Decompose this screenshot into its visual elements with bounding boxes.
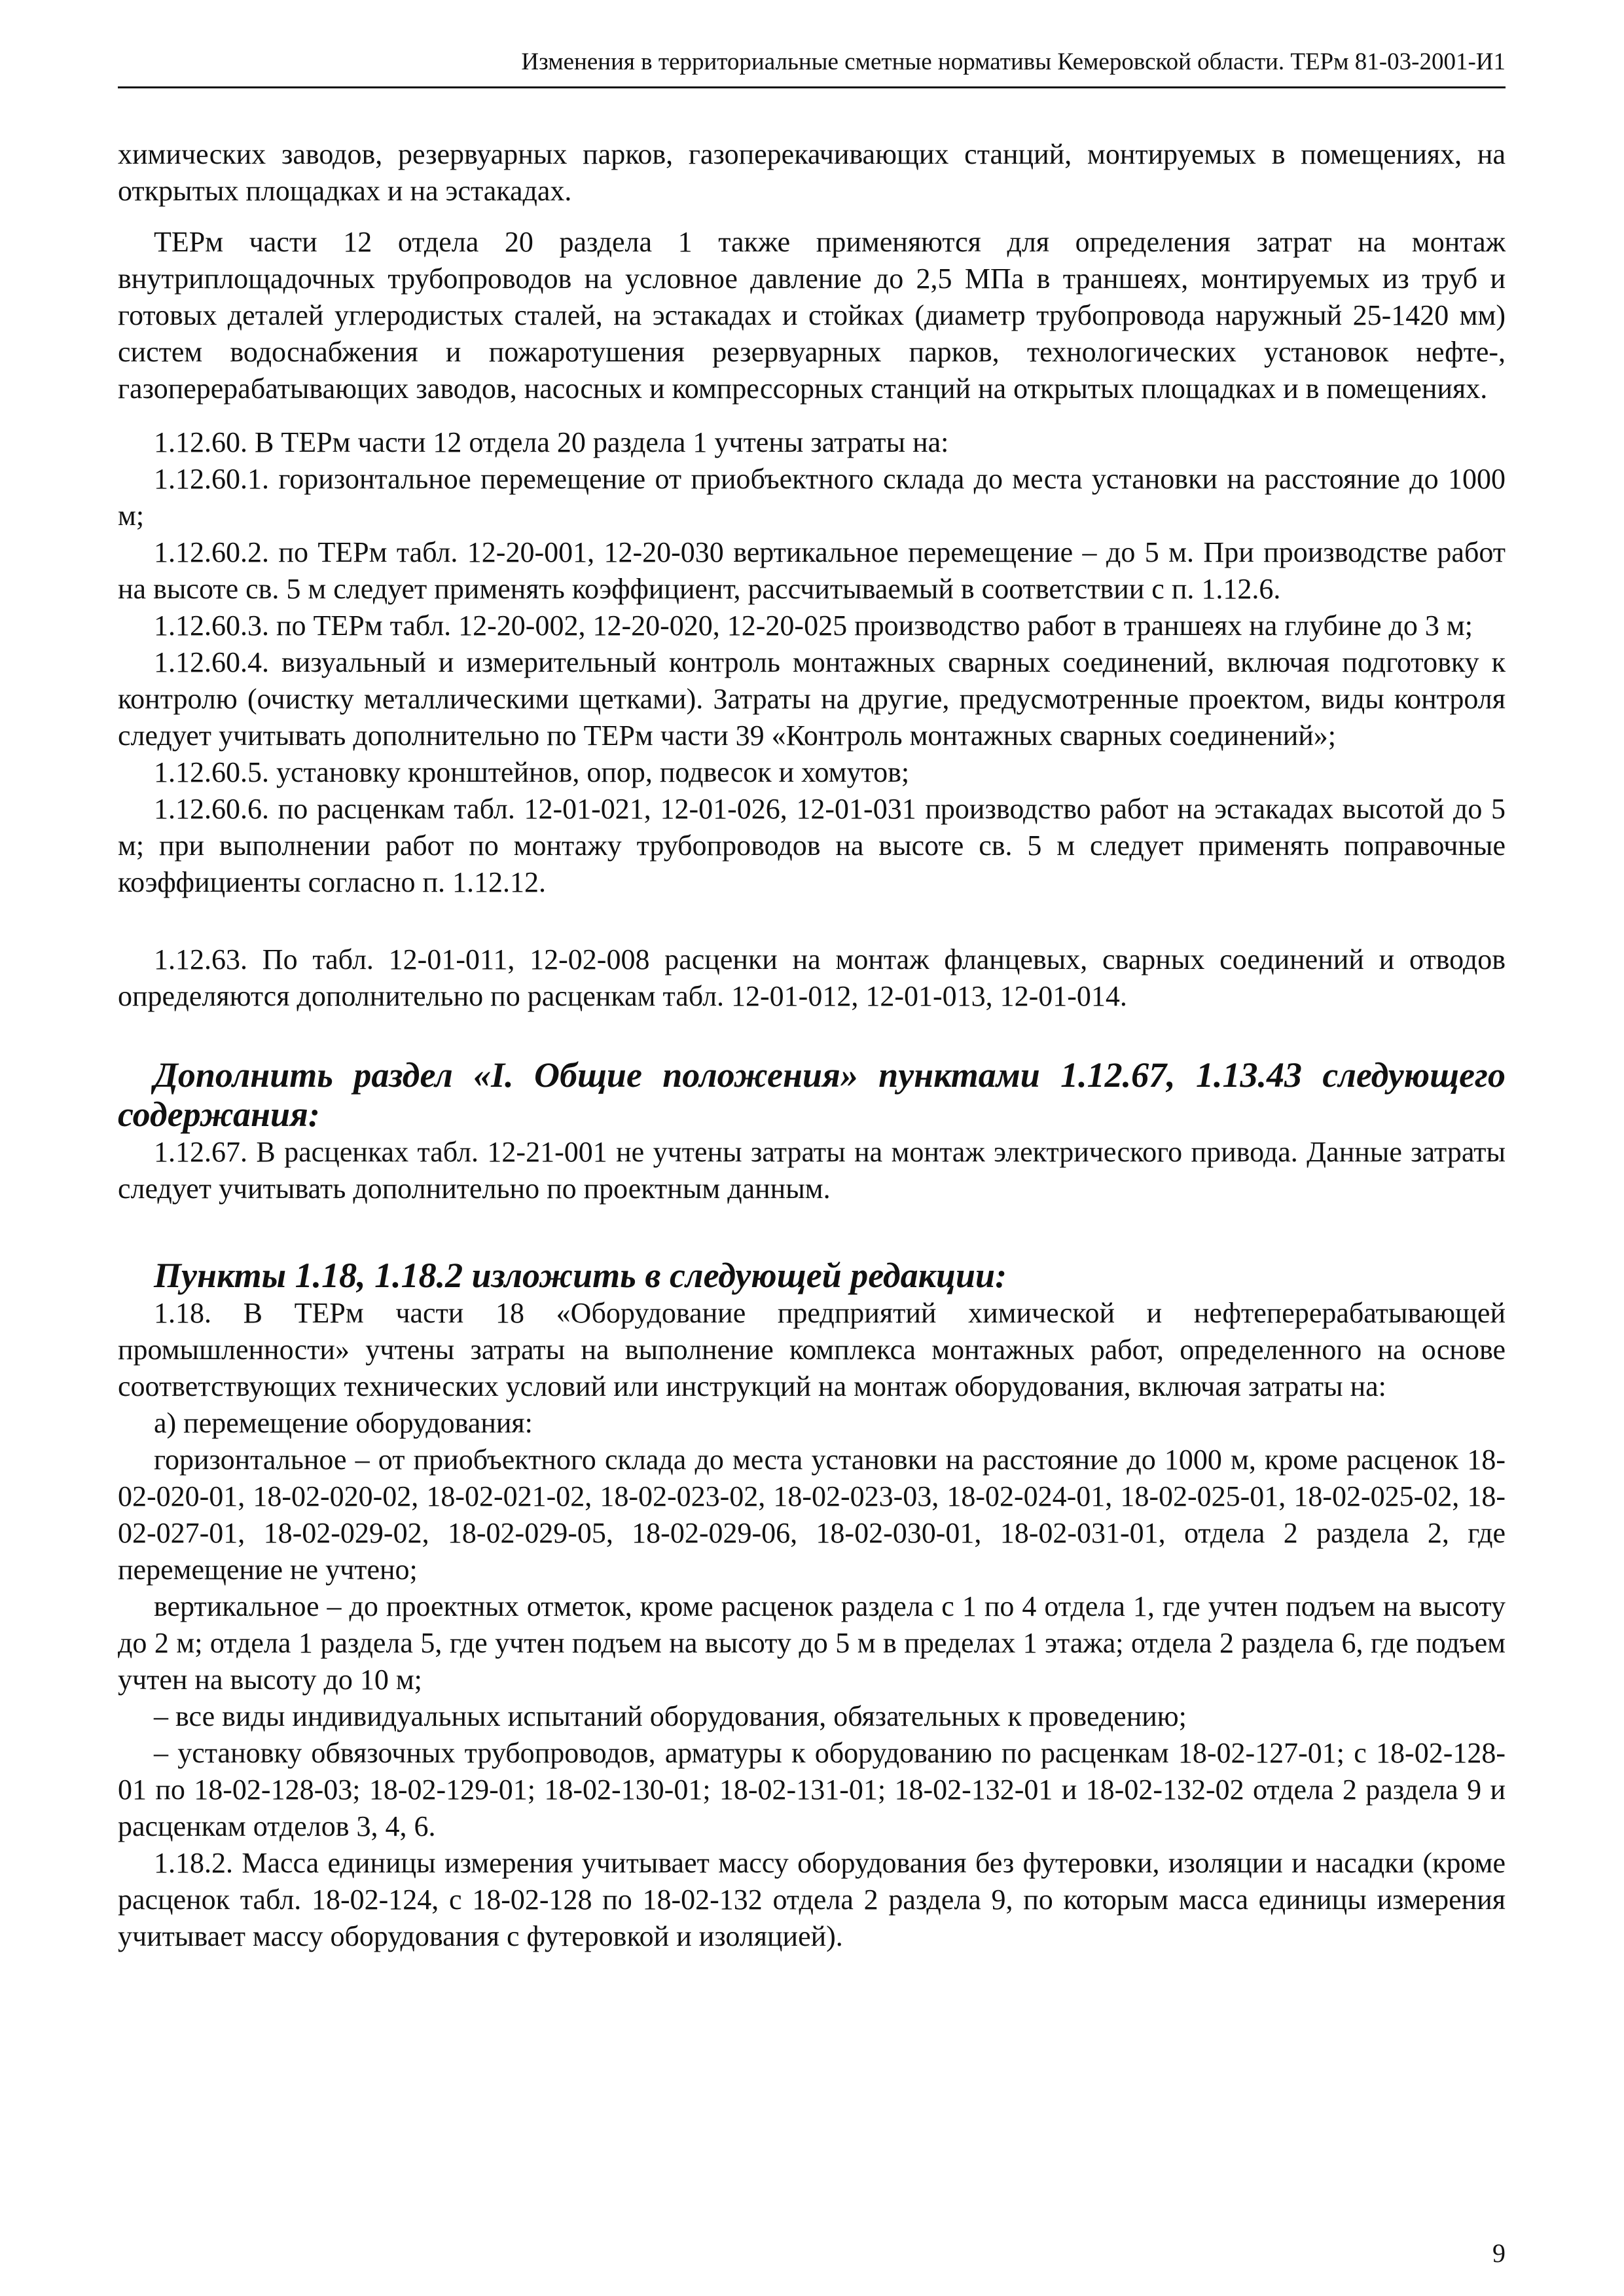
clause-1-18-2: 1.18.2. Масса единицы измерения учитывает массу оборудования без футеровки, изоляции и насадки (кроме расценок табл. 18-02-124, с 18-02-128 по 18-02-132 отдела 2 раздела 9, по которым масса единицы измерения учитывает массу оборудования с футеровкой и изоляцией). <box>118 1847 1506 1952</box>
clause-1-12-60-3: 1.12.60.3. по ТЕРм табл. 12-20-002, 12-20-020, 12-20-025 производство работ в траншеях на глубине до 3 м; <box>154 610 1473 642</box>
clause-1-12-63: 1.12.63. По табл. 12-01-011, 12-02-008 расценки на монтаж фланцевых, сварных соединений и отводов определяются дополнительно по расценкам табл. 12-01-012, 12-01-013, 12-01-014. <box>118 943 1506 1012</box>
running-header: Изменения в территориальные сметные нормативы Кемеровской области. ТЕРм 81-03-2001-И1 <box>521 48 1506 75</box>
clause-vertical-transfer: вертикальное – до проектных отметок, кроме расценок раздела с 1 по 4 отдела 1, где учтен подъем на высоту до 2 м; отдела 1 раздела 5, где учтен подъем на высоту до 5 м в пределах 1 этажа; отдела 2 раздела 6, где подъем учтен на высоту до 10 м; <box>118 1590 1506 1696</box>
page-number: 9 <box>1492 2238 1506 2268</box>
clause-1-12-60-6: 1.12.60.6. по расценкам табл. 12-01-021, 12-01-026, 12-01-031 производство работ на эстакадах высотой до 5 м; при выполнении работ по монтажу трубопроводов на высоте св. 5 м следует применять поправочные коэффициенты согласно п. 1.12.12. <box>118 793 1506 898</box>
paragraph-term-part-12: ТЕРм части 12 отдела 20 раздела 1 также применяются для определения затрат на монтаж внутриплощадочных трубопроводов на условное давление до 2,5 МПа в траншеях, монтируемых из труб и готовых деталей углеродистых сталей, на эстакадах и стойках (диаметр трубопровода наружный 25-1420 мм) систем водоснабжения и пожаротушения резервуарных парков, технологических установок нефте-, газоперерабатывающих заводов, насосных и компрессорных станций на открытых площадках и в помещениях. <box>118 226 1506 405</box>
clause-1-12-60-5: 1.12.60.5. установку кронштейнов, опор, подвесок и хомутов; <box>154 756 910 788</box>
clause-horizontal-transfer: горизонтальное – от приобъектного склада до места установки на расстояние до 1000 м, кроме расценок 18-02-020-01, 18-02-020-02, 18-02-021-02, 18-02-023-02, 18-02-023-03, 18-02-024-01, 18-02-025-01, 18-02-025-02, 18-02-027-01, 18-02-029-02, 18-02-029-05, 18-02-029-06, 18-02-030-01, 18-02-031-01, отдела 2 раздела 2, где перемещение не учтено; <box>118 1444 1506 1586</box>
header-divider <box>118 86 1506 88</box>
section-heading-amend-1: Дополнить раздел «I. Общие положения» пунктами 1.12.67, 1.13.43 следующего содержания: <box>118 1055 1506 1134</box>
clause-individual-tests: – все виды индивидуальных испытаний оборудования, обязательных к проведению; <box>154 1700 1187 1732</box>
clause-1-12-67: 1.12.67. В расценках табл. 12-21-001 не учтены затраты на монтаж электрического привода. Данные затраты следует учитывать дополнительно по проектным данным. <box>118 1136 1506 1205</box>
clause-1-18: 1.18. В ТЕРм части 18 «Оборудование предприятий химической и нефтеперерабатывающей промышленности» учтены затраты на выполнение комплекса монтажных работ, определенного на основе соответствующих технических условий или инструкций на монтаж оборудования, включая затраты на: <box>118 1297 1506 1402</box>
document-body <box>118 136 1506 1955</box>
clause-1-18-a: а) перемещение оборудования: <box>154 1407 533 1439</box>
paragraph-continuation: химических заводов, резервуарных парков, газоперекачивающих станций, монтируемых в помещениях, на открытых площадках и на эстакадах. <box>118 138 1506 207</box>
clause-1-12-60-1: 1.12.60.1. горизонтальное перемещение от приобъектного склада до места установки на расстояние до 1000 м; <box>118 463 1506 532</box>
section-heading-amend-2: Пункты 1.18, 1.18.2 изложить в следующей редакции: <box>154 1256 1007 1295</box>
clause-1-12-60-2: 1.12.60.2. по ТЕРм табл. 12-20-001, 12-20-030 вертикальное перемещение – до 5 м. При производстве работ на высоте св. 5 м следует применять коэффициент, рассчитываемый в соответствии с п. 1.12.6. <box>118 536 1506 605</box>
clause-1-12-60-4: 1.12.60.4. визуальный и измерительный контроль монтажных сварных соединений, включая подготовку к контролю (очистку металлическими щетками). Затраты на другие, предусмотренные проектом, виды контроля следует учитывать дополнительно по ТЕРм части 39 «Контроль монтажных сварных соединений»; <box>118 646 1506 752</box>
clause-piping-installation: – установку обвязочных трубопроводов, арматуры к оборудованию по расценкам 18-02-127-01; с 18-02-128-01 по 18-02-128-03; 18-02-129-01; 18-02-130-01; 18-02-131-01; 18-02-132-01 и 18-02-132-02 отдела 2 раздела 9 и расценкам отделов 3, 4, 6. <box>118 1737 1506 1842</box>
clause-1-12-60: 1.12.60. В ТЕРм части 12 отдела 20 раздела 1 учтены затраты на: <box>154 426 949 458</box>
